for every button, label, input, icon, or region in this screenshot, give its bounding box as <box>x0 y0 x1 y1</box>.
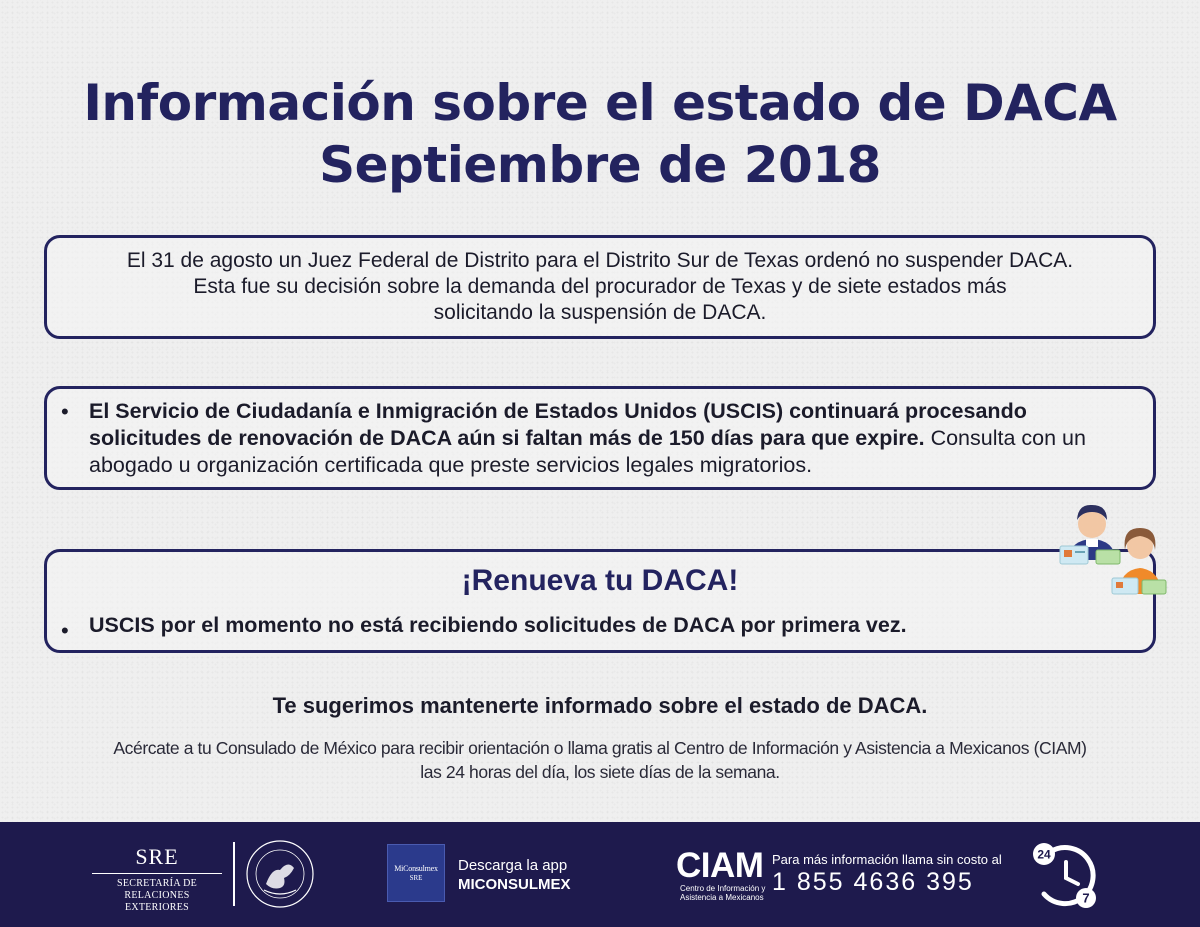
court-ruling-line-1: El 31 de agosto un Juez Federal de Distrito para el Distrito Sur de Texas ordenó no suspender DACA. <box>126 249 1074 272</box>
sre-line-1: SECRETARÍA DE <box>116 878 198 889</box>
contact-info-text <box>0 736 1200 784</box>
court-ruling-line-3: solicitando la suspensión de DACA. <box>433 301 767 324</box>
download-app-line-1: Descarga la app <box>458 857 568 874</box>
court-ruling-box <box>44 235 1156 339</box>
ciam-logo: CIAM <box>676 846 764 885</box>
ciam-subtitle <box>680 884 765 902</box>
clock-7-label: 7 <box>1082 890 1090 906</box>
download-app-line-2: MICONSULMEX <box>458 876 571 893</box>
page-title <box>0 72 1200 196</box>
bullet-icon: • <box>61 399 69 424</box>
app-badge-sre: SRE <box>409 874 423 882</box>
bullet-icon: • <box>61 618 69 643</box>
contact-info-line-1: Acércate a tu Consulado de México para recibir orientación o llama gratis al Centro de Información y Asistencia a Mexicanos (CIAM) <box>113 738 1087 758</box>
toll-free-info: Para más información llama sin costo al <box>772 852 1002 867</box>
app-badge-name: MiConsulmex <box>394 864 438 873</box>
uscis-renewal-box <box>44 386 1156 490</box>
footer-bar <box>0 822 1200 927</box>
phone-number[interactable]: 1 855 4636 395 <box>772 868 974 896</box>
ciam-subtitle-line-2: Asistencia a Mexicanos <box>680 893 764 902</box>
court-ruling-line-2: Esta fue su decisión sobre la demanda del procurador de Texas y de siete estados más <box>193 275 1007 298</box>
mexico-seal-icon <box>244 838 316 910</box>
sre-logo <box>92 844 222 914</box>
uscis-renewal-bold-text: El Servicio de Ciudadanía e Inmigración de Estados Unidos (USCIS) continuará procesando solicitudes de renovación de DACA aún si faltan más de 150 días para que expire. <box>89 399 1027 450</box>
uscis-renewal-normal-text: Consulta con un abogado u organización certificada que preste servicios legales migratorios. <box>89 426 1086 477</box>
suggestion-text: Te sugerimos mantenerte informado sobre el estado de DACA. <box>272 693 928 718</box>
first-time-requests-text: USCIS por el momento no está recibiendo solicitudes de DACA por primera vez. <box>89 613 907 637</box>
ciam-subtitle-line-1: Centro de Información y <box>680 884 766 893</box>
contact-info-line-2: las 24 horas del día, los siete días de la semana. <box>420 762 780 782</box>
miconsulmex-app-icon[interactable] <box>387 844 445 902</box>
renew-daca-heading: ¡Renueva tu DACA! <box>461 564 739 597</box>
logo-separator <box>233 842 235 906</box>
title-line-1: Información sobre el estado de DACA <box>83 74 1117 132</box>
clock-24-label: 24 <box>1037 847 1051 862</box>
people-illustration-icon <box>1058 498 1168 602</box>
download-app-text <box>458 856 571 894</box>
sre-divider <box>92 873 222 874</box>
clock-24-7-icon <box>1030 840 1100 910</box>
sre-abbreviation: SRE <box>135 844 179 869</box>
title-line-2: Septiembre de 2018 <box>319 136 881 194</box>
renew-daca-box <box>44 549 1156 653</box>
sre-line-2: RELACIONES EXTERIORES <box>124 890 190 913</box>
